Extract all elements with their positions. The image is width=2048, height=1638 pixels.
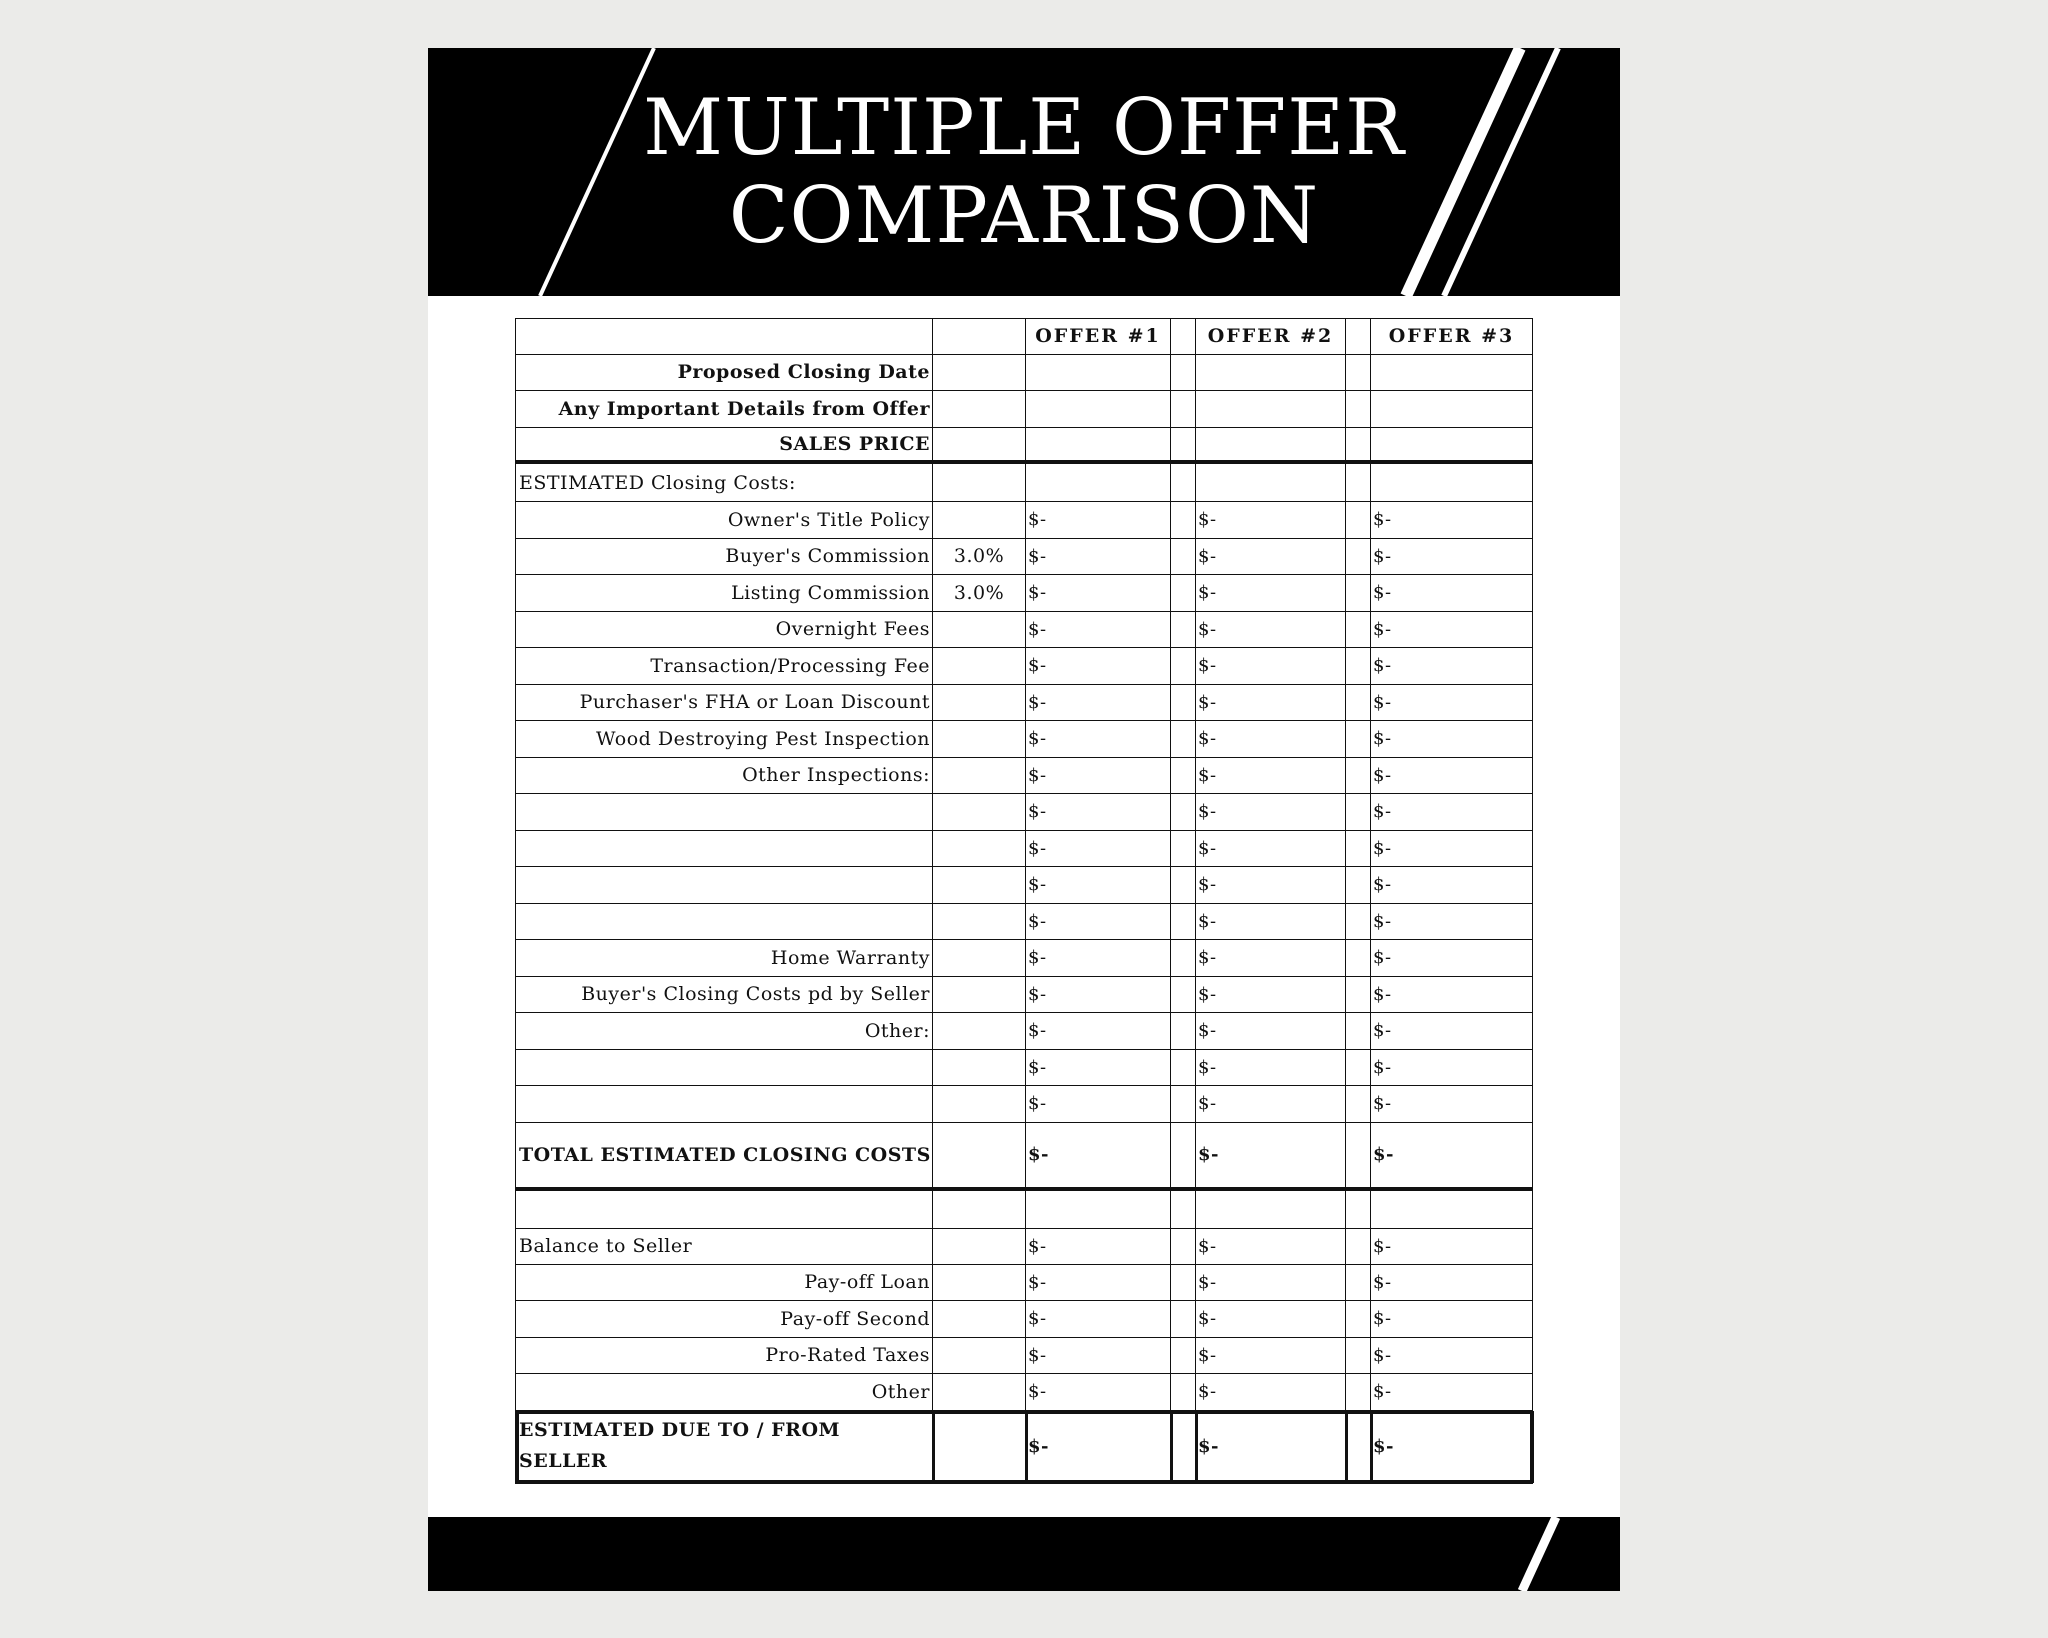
offer-2-amount: $- bbox=[1196, 1123, 1346, 1191]
spacer-cell bbox=[1346, 648, 1371, 685]
percent-cell bbox=[933, 1265, 1026, 1302]
header-band bbox=[428, 48, 1620, 296]
offer-1-amount: $- bbox=[1026, 685, 1171, 722]
percent-cell bbox=[933, 502, 1026, 539]
offer-2-amount: $- bbox=[1196, 1374, 1346, 1411]
offer-2-amount bbox=[1196, 391, 1346, 428]
spacer-cell bbox=[1171, 1191, 1196, 1229]
offer-2-amount: $- bbox=[1196, 867, 1346, 904]
cost-row-label: Purchaser's FHA or Loan Discount bbox=[515, 685, 933, 722]
spacer-cell bbox=[1171, 428, 1196, 465]
offer-3-amount: $- bbox=[1371, 539, 1533, 576]
percent-cell bbox=[933, 721, 1026, 758]
offer-1-amount: $- bbox=[1026, 539, 1171, 576]
spacer-cell bbox=[1171, 464, 1196, 502]
offer-1-amount: $- bbox=[1026, 1086, 1171, 1123]
due-row-frame-line bbox=[1195, 1411, 1198, 1483]
offer-3-amount bbox=[1371, 355, 1533, 392]
cost-row-label: Home Warranty bbox=[515, 940, 933, 977]
offer-3-amount: $- bbox=[1371, 758, 1533, 795]
spacer-cell bbox=[1346, 1050, 1371, 1087]
due-row-frame-line bbox=[515, 1410, 1533, 1414]
offer-3-amount: $- bbox=[1371, 977, 1533, 1014]
spacer-cell bbox=[1171, 1374, 1196, 1411]
offer-3-amount: $- bbox=[1371, 904, 1533, 941]
due-row-frame-line bbox=[1345, 1411, 1348, 1483]
offer-2-amount: $- bbox=[1196, 1086, 1346, 1123]
worksheet-page bbox=[428, 48, 1620, 1591]
percent-cell bbox=[933, 1411, 1026, 1483]
percent-cell bbox=[933, 355, 1026, 392]
spacer-cell bbox=[1171, 539, 1196, 576]
offer-2-amount: $- bbox=[1196, 1265, 1346, 1302]
offer-3-amount: $- bbox=[1371, 1265, 1533, 1302]
spacer-cell bbox=[1171, 1086, 1196, 1123]
due-row-frame-line bbox=[1530, 1411, 1534, 1483]
percent-cell bbox=[933, 794, 1026, 831]
balance-row-label: Other bbox=[515, 1374, 933, 1411]
spacer-cell bbox=[1346, 721, 1371, 758]
header-label-cell bbox=[515, 318, 933, 355]
spacer-cell bbox=[1171, 502, 1196, 539]
row-label bbox=[515, 1191, 933, 1229]
due-row-frame-line bbox=[1170, 1411, 1173, 1483]
offer-header-2: OFFER #2 bbox=[1196, 318, 1346, 355]
spacer-cell bbox=[1171, 391, 1196, 428]
offer-1-amount bbox=[1026, 391, 1171, 428]
top-row-label: Proposed Closing Date bbox=[515, 355, 933, 392]
offer-header-1: OFFER #1 bbox=[1026, 318, 1171, 355]
top-row-label: Any Important Details from Offer bbox=[515, 391, 933, 428]
offer-2-amount: $- bbox=[1196, 539, 1346, 576]
page-title bbox=[428, 84, 1620, 260]
spacer-cell bbox=[1346, 977, 1371, 1014]
offer-3-amount bbox=[1371, 464, 1533, 502]
spacer-cell bbox=[1346, 612, 1371, 649]
offer-1-amount: $- bbox=[1026, 831, 1171, 868]
offer-1-amount: $- bbox=[1026, 977, 1171, 1014]
offer-2-amount: $- bbox=[1196, 1338, 1346, 1375]
offer-header-3: OFFER #3 bbox=[1371, 318, 1533, 355]
offer-2-amount: $- bbox=[1196, 904, 1346, 941]
offer-2-amount: $- bbox=[1196, 648, 1346, 685]
spacer-cell bbox=[1171, 977, 1196, 1014]
spacer-cell bbox=[1171, 831, 1196, 868]
cost-row-label bbox=[515, 831, 933, 868]
title-line-1: MULTIPLE OFFER bbox=[643, 83, 1405, 173]
percent-cell bbox=[933, 1301, 1026, 1338]
offer-2-amount: $- bbox=[1196, 575, 1346, 612]
offer-3-amount: $- bbox=[1371, 1013, 1533, 1050]
percent-cell bbox=[933, 1013, 1026, 1050]
offer-1-amount bbox=[1026, 428, 1171, 465]
offer-2-amount: $- bbox=[1196, 758, 1346, 795]
cost-row-label: Owner's Title Policy bbox=[515, 502, 933, 539]
offer-3-amount: $- bbox=[1371, 575, 1533, 612]
spacer-cell bbox=[1346, 831, 1371, 868]
offer-1-amount: $- bbox=[1026, 1050, 1171, 1087]
percent-cell bbox=[933, 867, 1026, 904]
offer-2-amount: $- bbox=[1196, 1050, 1346, 1087]
percent-cell bbox=[933, 648, 1026, 685]
spacer-cell bbox=[1346, 1374, 1371, 1411]
top-row-label: SALES PRICE bbox=[515, 428, 933, 465]
offer-1-amount: $- bbox=[1026, 612, 1171, 649]
balance-row-label: Pay-off Second bbox=[515, 1301, 933, 1338]
cost-row-label: Listing Commission bbox=[515, 575, 933, 612]
spacer-cell bbox=[1346, 685, 1371, 722]
spacer-cell bbox=[1171, 904, 1196, 941]
cost-row-label: Overnight Fees bbox=[515, 612, 933, 649]
spacer-cell bbox=[1171, 758, 1196, 795]
spacer-cell bbox=[1171, 1229, 1196, 1265]
offer-2-amount: $- bbox=[1196, 831, 1346, 868]
footer-band-graphic bbox=[428, 1517, 1620, 1591]
spacer-cell bbox=[1346, 867, 1371, 904]
spacer-cell bbox=[1346, 1301, 1371, 1338]
offer-2-amount: $- bbox=[1196, 502, 1346, 539]
percent-cell bbox=[933, 940, 1026, 977]
spacer-cell bbox=[1346, 428, 1371, 465]
offer-1-amount: $- bbox=[1026, 758, 1171, 795]
offer-2-amount: $- bbox=[1196, 1013, 1346, 1050]
offer-2-amount: $- bbox=[1196, 685, 1346, 722]
due-row-frame-line bbox=[1025, 1411, 1028, 1483]
spacer-cell bbox=[1171, 1013, 1196, 1050]
offer-3-amount: $- bbox=[1371, 867, 1533, 904]
spacer-cell bbox=[1171, 1050, 1196, 1087]
offer-3-amount: $- bbox=[1371, 1086, 1533, 1123]
offer-3-amount: $- bbox=[1371, 612, 1533, 649]
percent-cell bbox=[933, 464, 1026, 502]
offer-1-amount: $- bbox=[1026, 1411, 1171, 1483]
offer-1-amount: $- bbox=[1026, 1229, 1171, 1265]
offer-2-amount bbox=[1196, 428, 1346, 465]
spacer-cell bbox=[1346, 1123, 1371, 1191]
spacer-cell bbox=[1346, 758, 1371, 795]
offer-comparison-table bbox=[515, 318, 1533, 1493]
spacer-cell bbox=[1346, 1411, 1371, 1483]
spacer-cell bbox=[1346, 1265, 1371, 1302]
offer-3-amount: $- bbox=[1371, 721, 1533, 758]
spacer-cell bbox=[1171, 685, 1196, 722]
percent-cell bbox=[933, 1374, 1026, 1411]
cost-row-label: Other Inspections: bbox=[515, 758, 933, 795]
spacer-cell bbox=[1171, 940, 1196, 977]
spacer-cell bbox=[1171, 1301, 1196, 1338]
due-row-frame-line bbox=[1370, 1411, 1373, 1483]
offer-2-amount: $- bbox=[1196, 794, 1346, 831]
percent-cell bbox=[933, 1191, 1026, 1229]
offer-1-amount: $- bbox=[1026, 1013, 1171, 1050]
percent-cell bbox=[933, 1338, 1026, 1375]
spacer-cell bbox=[1346, 940, 1371, 977]
offer-3-amount: $- bbox=[1371, 1338, 1533, 1375]
spacer-cell bbox=[1346, 391, 1371, 428]
spacer-cell bbox=[1171, 794, 1196, 831]
balance-row-label: Pro-Rated Taxes bbox=[515, 1338, 933, 1375]
offer-2-amount bbox=[1196, 1191, 1346, 1229]
spacer-cell bbox=[1171, 1411, 1196, 1483]
offer-1-amount: $- bbox=[1026, 575, 1171, 612]
estimated-due-label: ESTIMATED DUE TO / FROM SELLER bbox=[515, 1411, 933, 1483]
offer-1-amount: $- bbox=[1026, 1374, 1171, 1411]
offer-3-amount: $- bbox=[1371, 502, 1533, 539]
title-line-2: COMPARISON bbox=[728, 171, 1320, 261]
spacer-cell bbox=[1346, 904, 1371, 941]
offer-1-amount: $- bbox=[1026, 648, 1171, 685]
cost-row-label bbox=[515, 867, 933, 904]
percent-cell bbox=[933, 904, 1026, 941]
spacer-cell bbox=[1171, 867, 1196, 904]
offer-3-amount: $- bbox=[1371, 648, 1533, 685]
balance-to-seller-label: Balance to Seller bbox=[515, 1229, 933, 1265]
offer-3-amount: $- bbox=[1371, 794, 1533, 831]
spacer-cell bbox=[1346, 1013, 1371, 1050]
balance-row-label: Pay-off Loan bbox=[515, 1265, 933, 1302]
offer-2-amount bbox=[1196, 464, 1346, 502]
spacer-cell bbox=[1171, 575, 1196, 612]
spacer-cell bbox=[1346, 794, 1371, 831]
due-row-frame-line bbox=[515, 1480, 1533, 1484]
spacer-cell bbox=[1346, 539, 1371, 576]
spacer-cell bbox=[1171, 648, 1196, 685]
offer-3-amount: $- bbox=[1371, 831, 1533, 868]
offer-1-amount: $- bbox=[1026, 867, 1171, 904]
offer-1-amount: $- bbox=[1026, 1338, 1171, 1375]
offer-3-amount bbox=[1371, 428, 1533, 465]
spacer-cell bbox=[1171, 721, 1196, 758]
spacer-cell bbox=[1346, 575, 1371, 612]
cost-row-label: Wood Destroying Pest Inspection bbox=[515, 721, 933, 758]
percent-cell bbox=[933, 758, 1026, 795]
offer-2-amount: $- bbox=[1196, 1411, 1346, 1483]
offer-2-amount: $- bbox=[1196, 612, 1346, 649]
offer-2-amount: $- bbox=[1196, 977, 1346, 1014]
cost-row-label bbox=[515, 794, 933, 831]
offer-2-amount: $- bbox=[1196, 1301, 1346, 1338]
spacer-cell bbox=[1171, 1123, 1196, 1191]
offer-3-amount bbox=[1371, 391, 1533, 428]
offer-1-amount: $- bbox=[1026, 940, 1171, 977]
offer-1-amount: $- bbox=[1026, 1301, 1171, 1338]
offer-1-amount: $- bbox=[1026, 904, 1171, 941]
offer-3-amount bbox=[1371, 1191, 1533, 1229]
offer-1-amount bbox=[1026, 1191, 1171, 1229]
percent-cell bbox=[933, 1229, 1026, 1265]
offer-1-amount bbox=[1026, 464, 1171, 502]
footer-band bbox=[428, 1517, 1620, 1591]
offer-2-amount: $- bbox=[1196, 1229, 1346, 1265]
cost-row-label: Buyer's Closing Costs pd by Seller bbox=[515, 977, 933, 1014]
offer-3-amount: $- bbox=[1371, 1411, 1533, 1483]
due-row-frame-line bbox=[932, 1411, 935, 1483]
offer-1-amount: $- bbox=[1026, 1265, 1171, 1302]
header-pct-cell bbox=[933, 318, 1026, 355]
closing-costs-section-label: ESTIMATED Closing Costs: bbox=[515, 464, 933, 502]
percent-cell bbox=[933, 685, 1026, 722]
total-closing-costs-label: TOTAL ESTIMATED CLOSING COSTS bbox=[515, 1123, 933, 1191]
offer-2-amount bbox=[1196, 355, 1346, 392]
offer-3-amount: $- bbox=[1371, 1050, 1533, 1087]
due-row-frame-line bbox=[515, 1411, 519, 1483]
percent-cell bbox=[933, 977, 1026, 1014]
percent-cell: 3.0% bbox=[933, 539, 1026, 576]
percent-cell bbox=[933, 1050, 1026, 1087]
spacer-cell bbox=[1171, 1338, 1196, 1375]
spacer-cell bbox=[1346, 464, 1371, 502]
spacer-cell bbox=[1171, 612, 1196, 649]
offer-3-amount: $- bbox=[1371, 940, 1533, 977]
spacer-cell bbox=[1171, 1265, 1196, 1302]
offer-1-amount: $- bbox=[1026, 721, 1171, 758]
spacer-cell bbox=[1171, 355, 1196, 392]
cost-row-label: Transaction/Processing Fee bbox=[515, 648, 933, 685]
percent-cell bbox=[933, 428, 1026, 465]
cost-row-label bbox=[515, 1086, 933, 1123]
cost-row-label bbox=[515, 1050, 933, 1087]
spacer-cell bbox=[1346, 355, 1371, 392]
offer-1-amount: $- bbox=[1026, 1123, 1171, 1191]
offer-2-amount: $- bbox=[1196, 940, 1346, 977]
spacer-cell bbox=[1346, 1229, 1371, 1265]
spacer-cell bbox=[1346, 502, 1371, 539]
offer-3-amount: $- bbox=[1371, 1374, 1533, 1411]
cost-row-label: Buyer's Commission bbox=[515, 539, 933, 576]
offer-3-amount: $- bbox=[1371, 685, 1533, 722]
percent-cell bbox=[933, 831, 1026, 868]
offer-3-amount: $- bbox=[1371, 1301, 1533, 1338]
percent-cell bbox=[933, 612, 1026, 649]
percent-cell bbox=[933, 1123, 1026, 1191]
percent-cell bbox=[933, 391, 1026, 428]
spacer-cell bbox=[1346, 318, 1371, 355]
spacer-cell bbox=[1346, 1086, 1371, 1123]
offer-3-amount: $- bbox=[1371, 1123, 1533, 1191]
cost-row-label bbox=[515, 904, 933, 941]
offer-1-amount: $- bbox=[1026, 502, 1171, 539]
offer-2-amount: $- bbox=[1196, 721, 1346, 758]
offer-1-amount: $- bbox=[1026, 794, 1171, 831]
cost-row-label: Other: bbox=[515, 1013, 933, 1050]
spacer-cell bbox=[1171, 318, 1196, 355]
percent-cell bbox=[933, 1086, 1026, 1123]
spacer-cell bbox=[1346, 1191, 1371, 1229]
percent-cell: 3.0% bbox=[933, 575, 1026, 612]
offer-1-amount bbox=[1026, 355, 1171, 392]
spacer-cell bbox=[1346, 1338, 1371, 1375]
offer-3-amount: $- bbox=[1371, 1229, 1533, 1265]
